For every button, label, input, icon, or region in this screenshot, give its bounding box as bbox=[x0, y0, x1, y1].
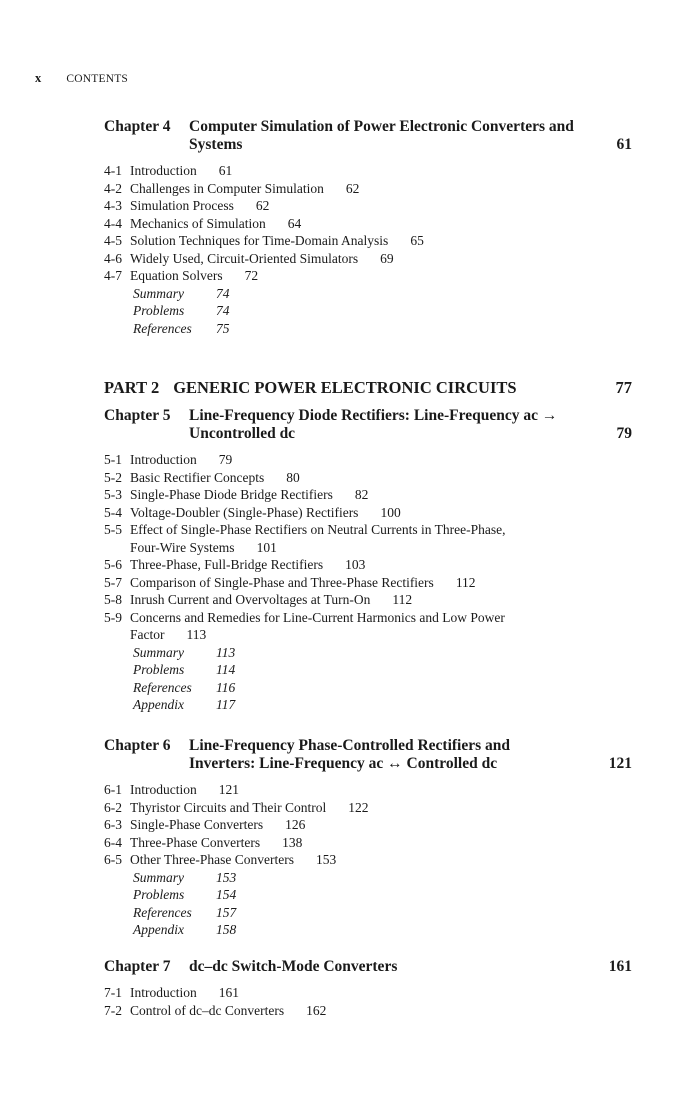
section-page: 101 bbox=[256, 539, 277, 555]
sub-page: 113 bbox=[216, 644, 236, 660]
section-number: 4-5 bbox=[104, 233, 122, 248]
chapter-page: 61 bbox=[616, 136, 632, 153]
chapter-5 bbox=[104, 407, 632, 714]
chapter-page: 121 bbox=[608, 755, 632, 772]
section-entry bbox=[104, 609, 632, 644]
section-title-continued: Four-Wire Systems bbox=[130, 539, 235, 555]
sub-page: 154 bbox=[216, 887, 237, 902]
sub-entry bbox=[104, 869, 632, 887]
section-title: Widely Used, Circuit-Oriented Simulators bbox=[130, 250, 359, 266]
chapter-heading bbox=[104, 737, 632, 773]
section-title: Basic Rectifier Concepts bbox=[130, 469, 265, 485]
section-page: 72 bbox=[244, 268, 259, 283]
section-title: Three-Phase Converters bbox=[130, 834, 261, 850]
section-title: Equation Solvers bbox=[130, 268, 223, 283]
section-entry bbox=[104, 250, 632, 268]
section-entry bbox=[104, 574, 632, 592]
chapter-label: Chapter 7 bbox=[104, 958, 171, 975]
section-page: 162 bbox=[306, 1002, 327, 1018]
sub-title: Summary bbox=[133, 869, 184, 885]
chapter-6 bbox=[104, 737, 632, 939]
section-entry bbox=[104, 197, 632, 215]
chapter-page: 79 bbox=[616, 425, 632, 442]
section-page: 65 bbox=[410, 233, 424, 248]
page-number: x bbox=[35, 71, 42, 85]
section-entry bbox=[104, 162, 632, 180]
sub-entry bbox=[104, 904, 632, 922]
section-entry bbox=[104, 556, 632, 574]
chapter-label: Chapter 5 bbox=[104, 407, 171, 424]
sub-entry bbox=[104, 921, 632, 939]
section-entry bbox=[104, 781, 632, 799]
chapter-heading bbox=[104, 958, 632, 976]
chapter-title: dc–dc Switch-Mode Converters bbox=[189, 958, 398, 975]
part-title: GENERIC POWER ELECTRONIC CIRCUITS bbox=[173, 378, 517, 397]
section-number: 5-2 bbox=[104, 469, 122, 485]
sub-page: 158 bbox=[216, 922, 237, 937]
section-page: 80 bbox=[286, 469, 300, 485]
sub-title: References bbox=[133, 320, 192, 336]
section-entry bbox=[104, 521, 632, 556]
section-number: 4-7 bbox=[104, 268, 122, 283]
section-title: Control of dc–dc Converters bbox=[130, 1002, 285, 1018]
section-number: 5-7 bbox=[104, 574, 122, 590]
chapter-title-line: Inverters: Line-Frequency ac ↔ Controlled dc bbox=[189, 755, 498, 772]
section-number: 6-2 bbox=[104, 799, 122, 815]
section-entry bbox=[104, 1002, 632, 1020]
section-page: 138 bbox=[282, 834, 303, 850]
section-title: Solution Techniques for Time-Domain Analysis bbox=[130, 233, 389, 248]
section-number: 4-6 bbox=[104, 250, 122, 266]
running-title: CONTENTS bbox=[66, 73, 129, 85]
sub-entry bbox=[104, 320, 632, 338]
sub-page: 153 bbox=[216, 869, 237, 885]
section-number: 6-4 bbox=[104, 834, 122, 850]
section-page: 126 bbox=[285, 817, 306, 832]
chapter-4 bbox=[104, 118, 632, 337]
section-number: 4-4 bbox=[104, 215, 122, 231]
section-number: 5-5 bbox=[104, 522, 122, 537]
section-list bbox=[104, 984, 632, 1019]
sub-entry bbox=[104, 644, 632, 662]
chapter-heading bbox=[104, 407, 632, 443]
section-number: 5-1 bbox=[104, 452, 122, 467]
sub-page: 117 bbox=[216, 697, 236, 712]
chapter-page: 161 bbox=[608, 958, 632, 975]
part-heading bbox=[104, 378, 632, 398]
section-title: Inrush Current and Overvoltages at Turn-On bbox=[130, 592, 371, 607]
section-title: Voltage-Doubler (Single-Phase) Rectifiers bbox=[130, 504, 359, 520]
sub-entry bbox=[104, 302, 632, 320]
sub-title: Appendix bbox=[133, 922, 184, 937]
section-entry bbox=[104, 984, 632, 1002]
section-number: 5-8 bbox=[104, 592, 122, 607]
part-label: PART 2 bbox=[104, 378, 160, 397]
section-page: 100 bbox=[380, 504, 401, 520]
section-title: Concerns and Remedies for Line-Current Harmonics and Low Power bbox=[130, 609, 505, 625]
section-number: 6-3 bbox=[104, 817, 122, 832]
sub-title: Appendix bbox=[133, 697, 184, 712]
section-title: Single-Phase Converters bbox=[130, 817, 264, 832]
sub-page: 74 bbox=[216, 303, 230, 318]
section-page: 112 bbox=[392, 592, 413, 607]
chapter-7 bbox=[104, 958, 632, 1019]
section-title: Simulation Process bbox=[130, 198, 234, 213]
section-number: 6-1 bbox=[104, 782, 122, 797]
chapter-title: Computer Simulation of Power Electronic Converters and Systems bbox=[189, 118, 574, 153]
section-entry bbox=[104, 267, 632, 285]
section-entry bbox=[104, 799, 632, 817]
sub-page: 74 bbox=[216, 285, 230, 301]
section-number: 5-9 bbox=[104, 609, 122, 625]
section-entry bbox=[104, 232, 632, 250]
section-number: 5-4 bbox=[104, 504, 122, 520]
section-page: 161 bbox=[218, 985, 239, 1000]
section-list bbox=[104, 162, 632, 337]
section-title: Challenges in Computer Simulation bbox=[130, 180, 324, 196]
section-entry bbox=[104, 591, 632, 609]
section-page: 79 bbox=[218, 452, 233, 467]
section-title: Single-Phase Diode Bridge Rectifiers bbox=[130, 487, 333, 502]
section-entry bbox=[104, 834, 632, 852]
sub-entry bbox=[104, 661, 632, 679]
running-head bbox=[35, 71, 128, 86]
section-title: Introduction bbox=[130, 782, 197, 797]
chapter-title-line: Line-Frequency Phase-Controlled Rectifiers and bbox=[189, 737, 511, 754]
section-page: 62 bbox=[255, 198, 270, 213]
chapter-title-line: Line-Frequency Diode Rectifiers: Line-Frequency ac → bbox=[189, 407, 558, 424]
section-number: 4-3 bbox=[104, 198, 122, 213]
section-number: 4-2 bbox=[104, 180, 122, 196]
sub-entry bbox=[104, 285, 632, 303]
chapter-title bbox=[189, 737, 609, 773]
sub-page: 114 bbox=[216, 662, 236, 677]
section-entry bbox=[104, 504, 632, 522]
chapter-title-line: Uncontrolled dc bbox=[189, 425, 296, 442]
sub-page: 157 bbox=[216, 904, 237, 920]
section-entry bbox=[104, 816, 632, 834]
section-number: 7-2 bbox=[104, 1002, 122, 1018]
sub-title: References bbox=[133, 904, 192, 920]
section-title: Effect of Single-Phase Rectifiers on Neutral Currents in Three-Phase, bbox=[130, 522, 506, 537]
section-page: 113 bbox=[186, 627, 207, 642]
section-entry bbox=[104, 180, 632, 198]
section-title: Introduction bbox=[130, 163, 197, 178]
sub-page: 116 bbox=[216, 679, 236, 695]
section-page: 69 bbox=[380, 250, 394, 266]
sub-entry bbox=[104, 886, 632, 904]
chapter-heading bbox=[104, 118, 632, 154]
section-title: Introduction bbox=[130, 452, 197, 467]
section-title: Comparison of Single-Phase and Three-Phase Rectifiers bbox=[130, 574, 434, 590]
sub-title: References bbox=[133, 679, 192, 695]
sub-entry bbox=[104, 696, 632, 714]
section-title: Thyristor Circuits and Their Control bbox=[130, 799, 327, 815]
sub-title: Summary bbox=[133, 285, 184, 301]
section-entry bbox=[104, 469, 632, 487]
section-page: 64 bbox=[287, 215, 302, 231]
part-page: 77 bbox=[615, 378, 632, 397]
chapter-title bbox=[189, 407, 609, 443]
sub-title: Problems bbox=[133, 887, 185, 902]
section-page: 112 bbox=[455, 574, 476, 590]
sub-entry bbox=[104, 679, 632, 697]
section-list bbox=[104, 451, 632, 714]
section-page: 122 bbox=[348, 799, 369, 815]
section-title: Mechanics of Simulation bbox=[130, 215, 266, 231]
section-page: 62 bbox=[345, 180, 360, 196]
section-number: 4-1 bbox=[104, 163, 122, 178]
section-list bbox=[104, 781, 632, 939]
section-page: 153 bbox=[315, 852, 337, 867]
section-page: 82 bbox=[354, 487, 369, 502]
section-entry bbox=[104, 215, 632, 233]
section-page: 103 bbox=[345, 557, 366, 572]
section-title: Other Three-Phase Converters bbox=[130, 852, 294, 867]
section-number: 6-5 bbox=[104, 852, 122, 867]
section-title: Three-Phase, Full-Bridge Rectifiers bbox=[130, 557, 324, 572]
section-number: 5-6 bbox=[104, 557, 122, 572]
section-number: 5-3 bbox=[104, 487, 122, 502]
section-page: 121 bbox=[218, 782, 239, 797]
section-entry bbox=[104, 851, 632, 869]
sub-title: Problems bbox=[133, 662, 185, 677]
section-page: 61 bbox=[218, 163, 233, 178]
chapter-label: Chapter 6 bbox=[104, 737, 171, 754]
section-title-continued: Factor bbox=[130, 627, 165, 642]
section-entry bbox=[104, 451, 632, 469]
sub-title: Summary bbox=[133, 644, 184, 660]
section-entry bbox=[104, 486, 632, 504]
sub-title: Problems bbox=[133, 303, 185, 318]
sub-page: 75 bbox=[216, 320, 230, 336]
chapter-label: Chapter 4 bbox=[104, 118, 171, 135]
section-number: 7-1 bbox=[104, 985, 122, 1000]
section-title: Introduction bbox=[130, 985, 197, 1000]
